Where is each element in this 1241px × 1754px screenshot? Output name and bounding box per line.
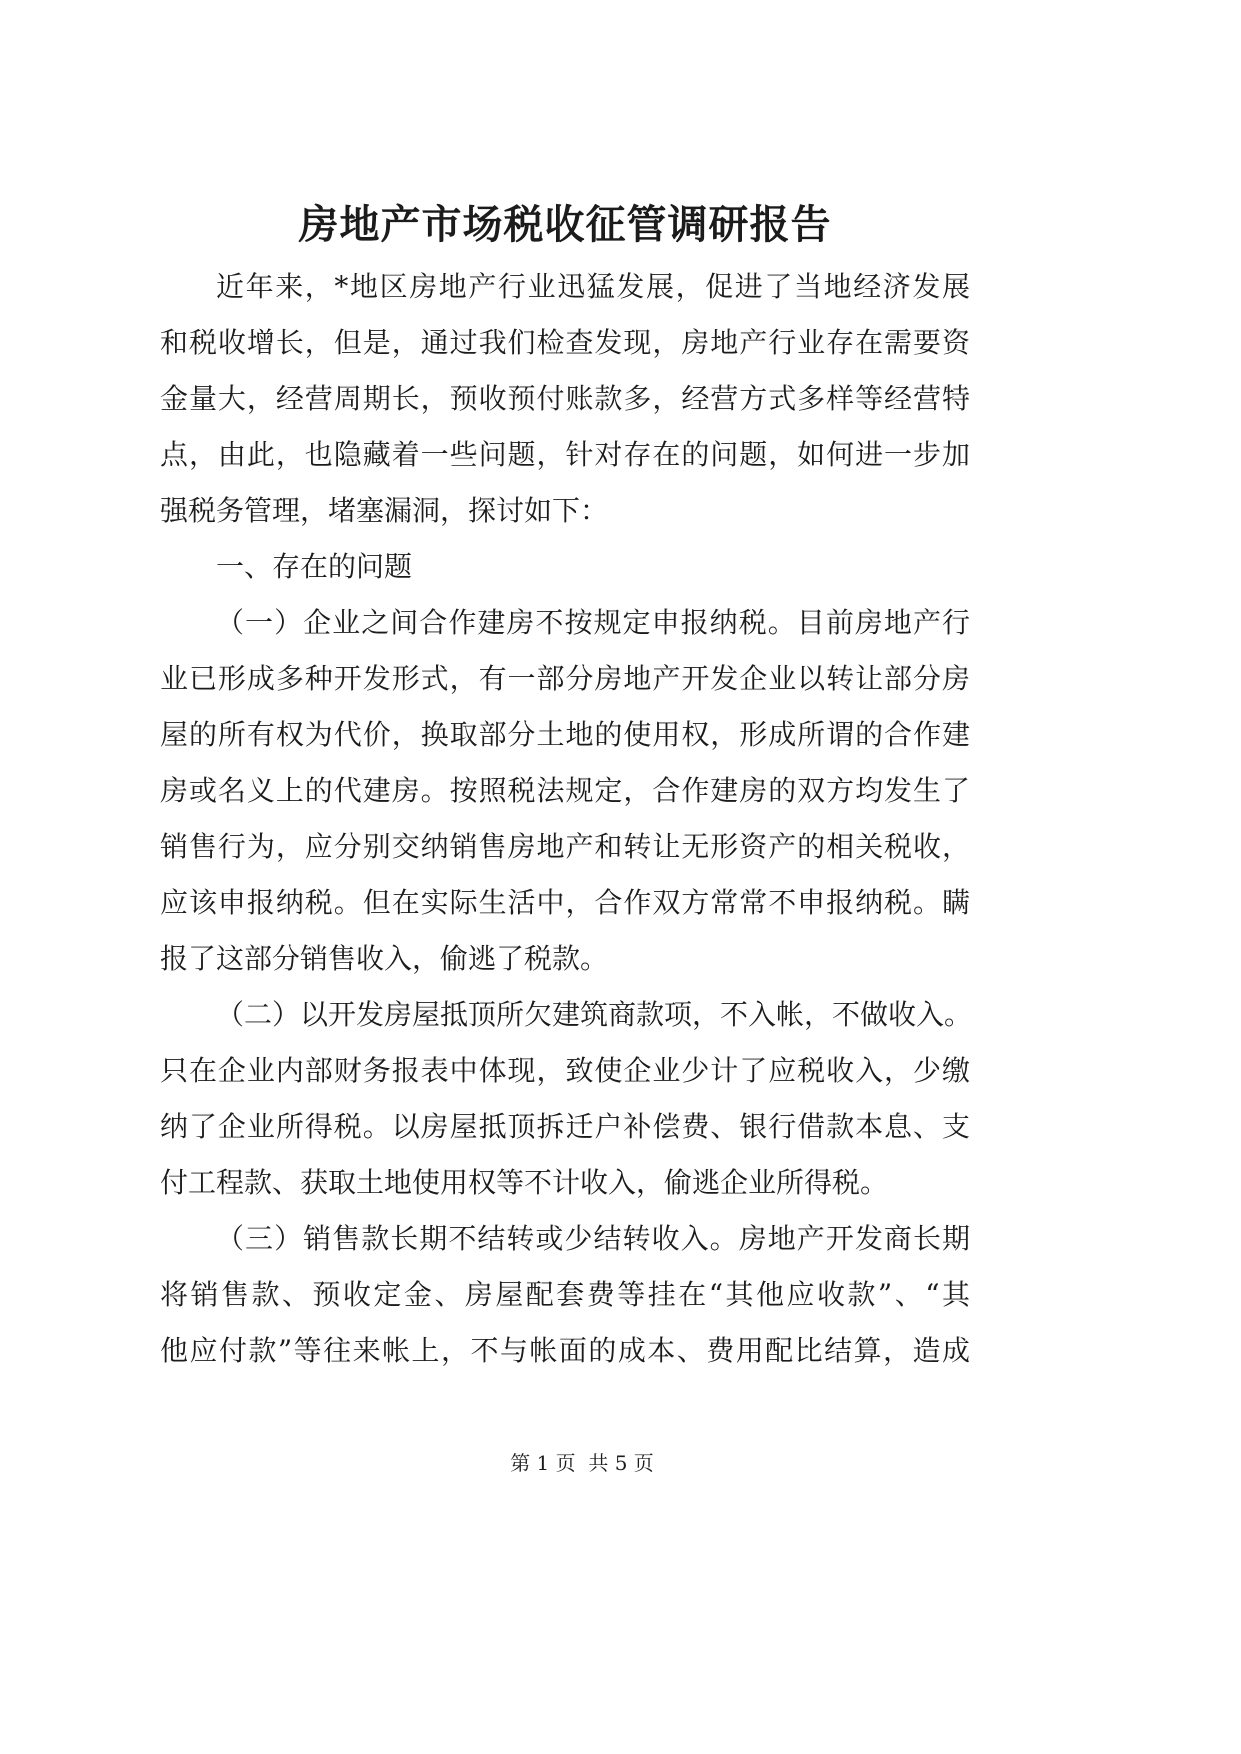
section-heading <box>160 539 970 595</box>
document-body <box>160 259 973 1379</box>
body-line: （三）销售款长期不结转或少结转收入。房地产开发商长期 <box>216 1222 970 1255</box>
body-line: 金量大，经营周期长，预收预付账款多，经营方式多样等经营特 <box>160 382 970 415</box>
body-line: 房或名义上的代建房。按照税法规定，合作建房的双方均发生了 <box>160 774 970 807</box>
page-footer: 第 1 页 共 5 页 <box>510 1451 654 1475</box>
paragraph-item-3 <box>160 1211 970 1379</box>
body-line: 将销售款、预收定金、房屋配套费等挂在“其他应收款”、“其 <box>160 1278 970 1311</box>
body-line: 点，由此，也隐藏着一些问题，针对存在的问题，如何进一步加 <box>160 438 970 471</box>
body-line: 业已形成多种开发形式，有一部分房地产开发企业以转让部分房 <box>160 662 970 695</box>
body-line: 近年来，*地区房地产行业迅猛发展，促进了当地经济发展 <box>216 270 970 303</box>
body-line: 他应付款”等往来帐上，不与帐面的成本、费用配比结算，造成 <box>160 1334 970 1367</box>
paragraph-item-2 <box>160 987 973 1211</box>
document-title: 房地产市场税收征管调研报告 <box>298 201 832 248</box>
body-line: 报了这部分销售收入，偷逃了税款。 <box>160 942 609 975</box>
body-line: 和税收增长，但是，通过我们检查发现，房地产行业存在需要资 <box>160 326 970 359</box>
body-line: 只在企业内部财务报表中体现，致使企业少计了应税收入，少缴 <box>160 1054 970 1087</box>
body-line: 应该申报纳税。但在实际生活中，合作双方常常不申报纳税。瞒 <box>160 886 970 919</box>
body-line: （一）企业之间合作建房不按规定申报纳税。目前房地产行 <box>216 606 970 639</box>
paragraph-item-1 <box>160 595 970 987</box>
body-line: 销售行为，应分别交纳销售房地产和转让无形资产的相关税收， <box>160 830 970 863</box>
body-line: 付工程款、获取土地使用权等不计收入，偷逃企业所得税。 <box>160 1166 889 1199</box>
section-heading-line: 一、存在的问题 <box>216 550 413 583</box>
body-line: 强税务管理，堵塞漏洞，探讨如下： <box>160 494 609 527</box>
body-line: 屋的所有权为代价，换取部分土地的使用权，形成所谓的合作建 <box>160 718 970 751</box>
body-line: 纳了企业所得税。以房屋抵顶拆迁户补偿费、银行借款本息、支 <box>160 1110 970 1143</box>
body-line: （二）以开发房屋抵顶所欠建筑商款项，不入帐，不做收入。 <box>216 998 973 1031</box>
paragraph-intro <box>160 259 970 539</box>
